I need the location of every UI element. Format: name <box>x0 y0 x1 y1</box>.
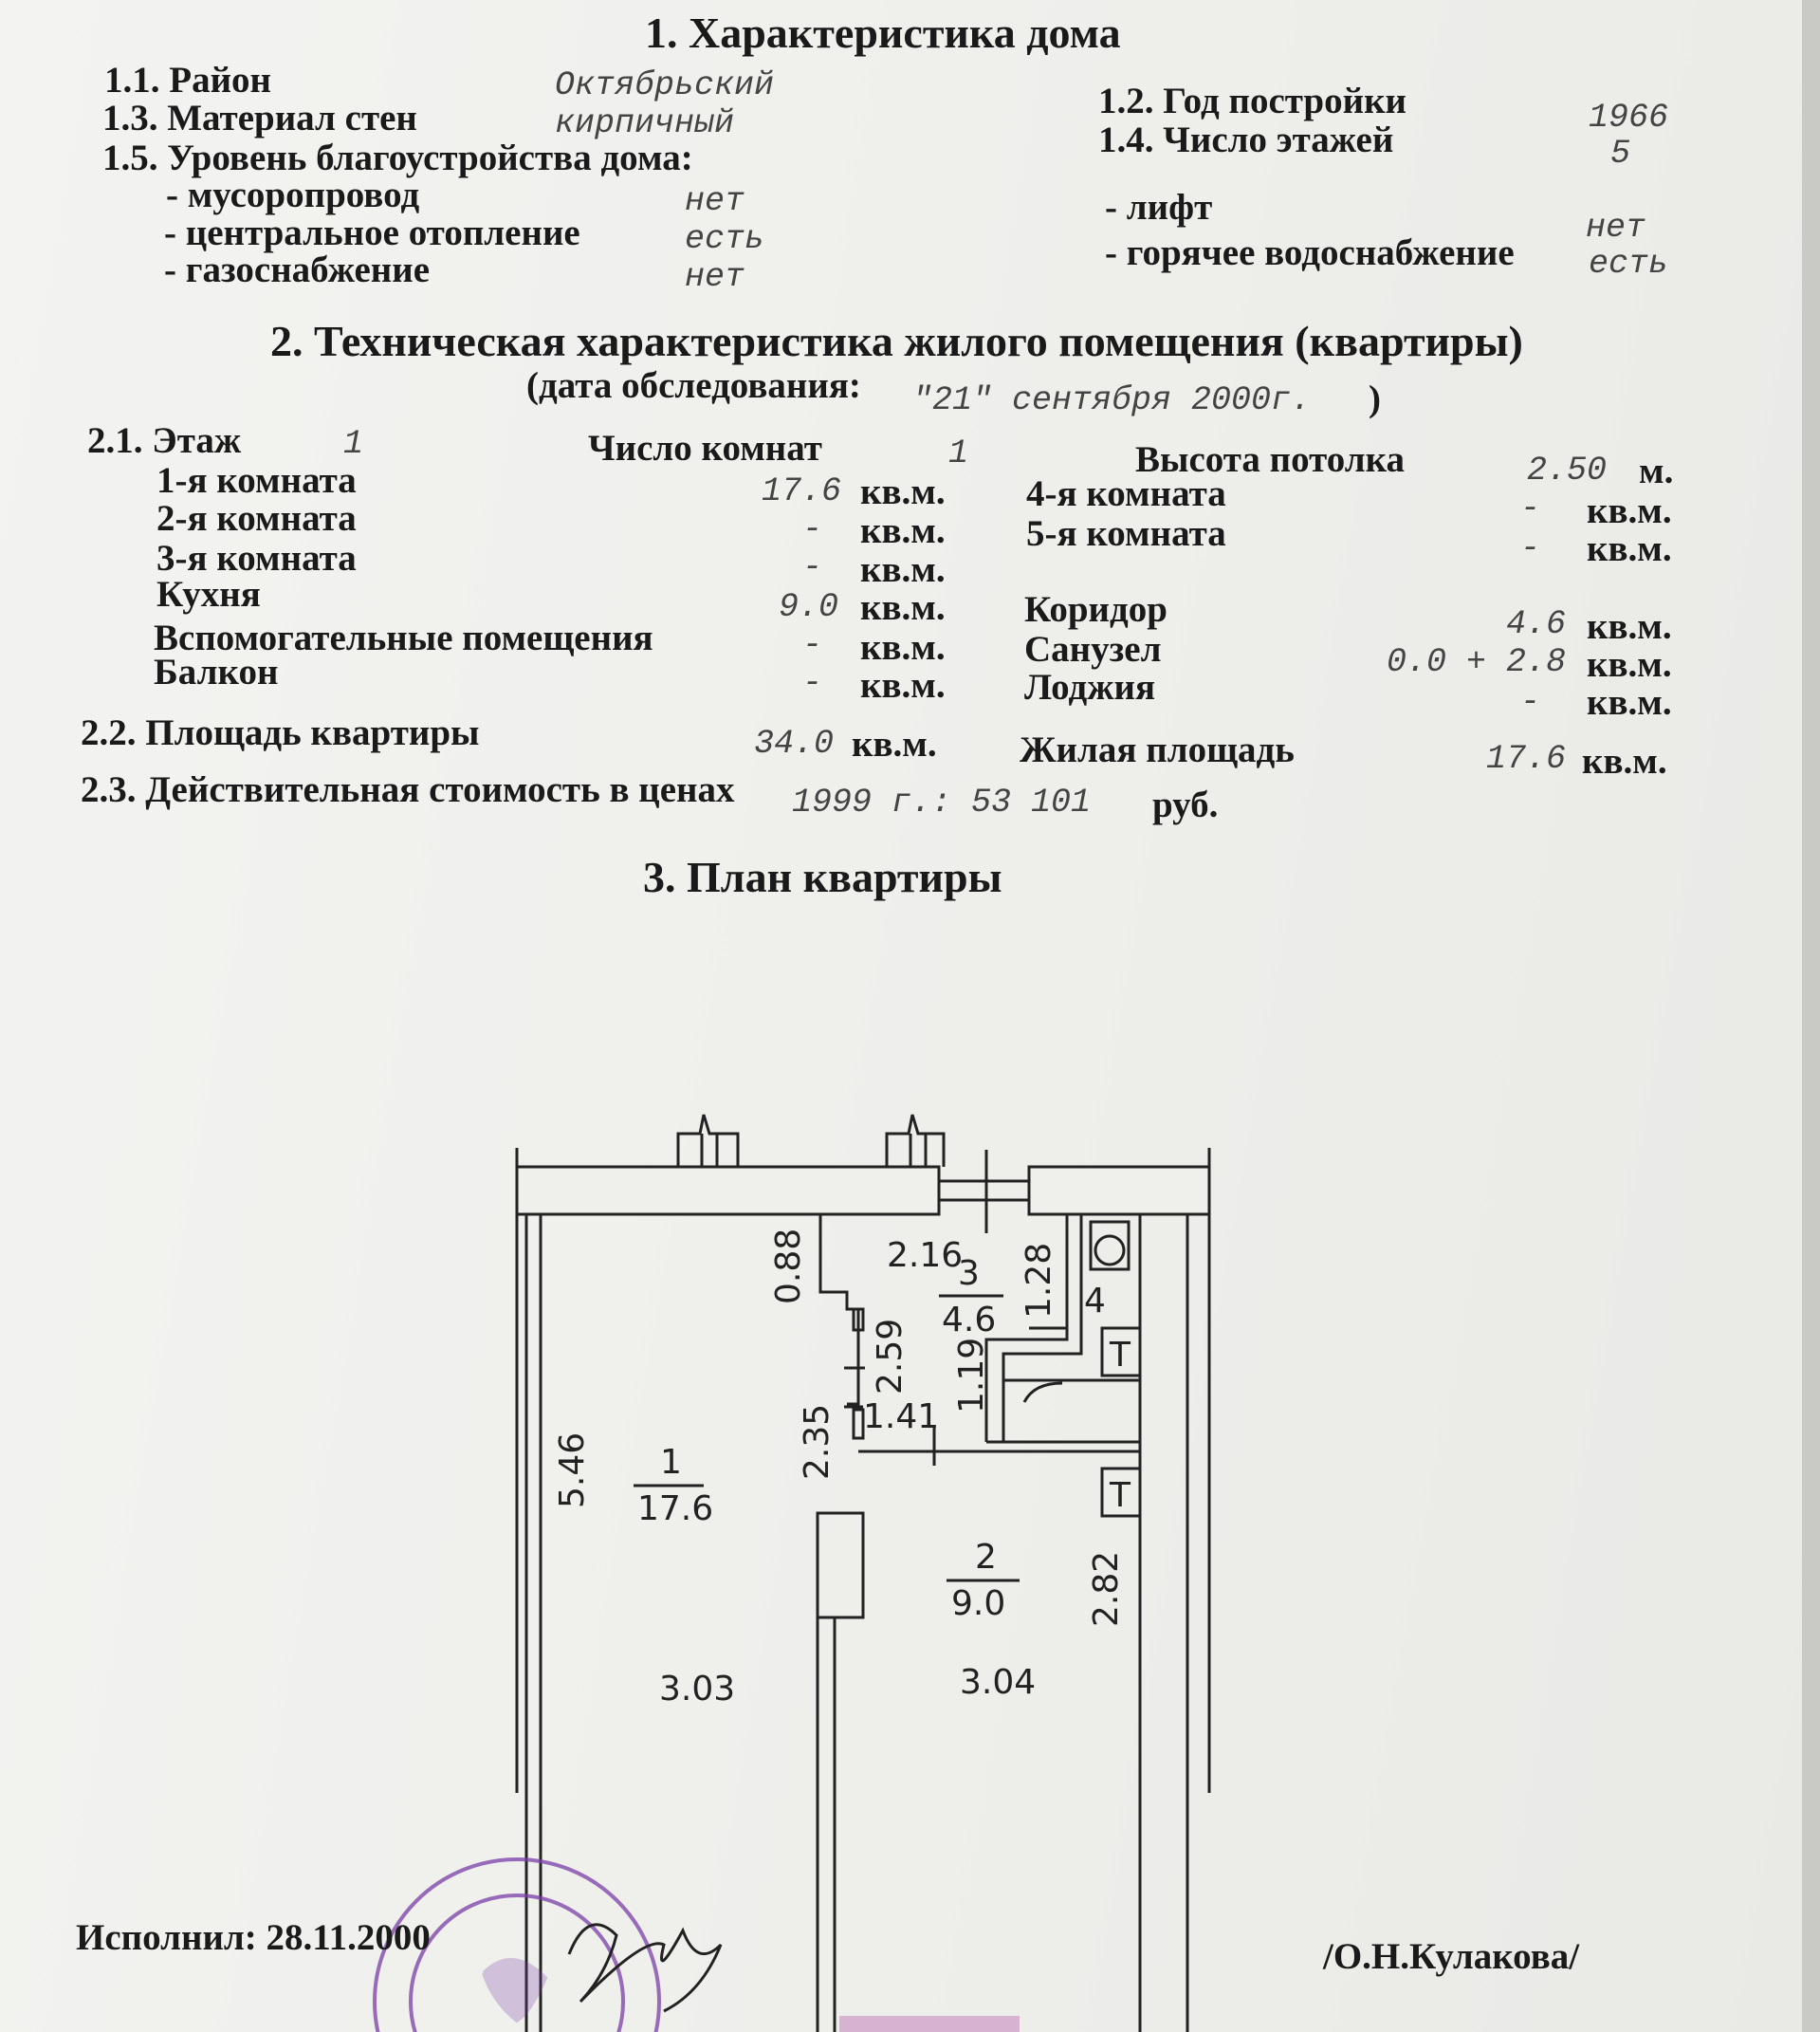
area-value: 34.0 <box>753 725 834 763</box>
corridor-unit: кв.м. <box>1587 606 1672 647</box>
loggia-unit: кв.м. <box>1587 682 1672 723</box>
corridor-label: Коридор <box>1024 589 1167 630</box>
lift-value: нет <box>1586 209 1646 247</box>
living-value: 17.6 <box>1485 740 1566 778</box>
living-label: Жилая площадь <box>1020 730 1295 770</box>
living-unit: кв.м. <box>1582 741 1667 782</box>
kitchen-label: Кухня <box>156 574 261 615</box>
floor-value: 1 <box>343 425 364 463</box>
floors-value: 5 <box>1610 135 1631 173</box>
aux-value: - <box>801 626 822 664</box>
room4-value: - <box>1519 490 1540 527</box>
district-label: 1.1. Район <box>104 60 272 101</box>
plan-dim-216: 2.16 <box>887 1236 964 1275</box>
plan-room2-area: 9.0 <box>951 1584 1006 1623</box>
room2-label: 2-я комната <box>156 498 357 539</box>
stamp-box <box>839 2016 1020 2032</box>
value-label: 2.3. Действительная стоимость в ценах <box>81 769 735 810</box>
balcony-label: Балкон <box>154 652 279 693</box>
rooms-label: Число комнат <box>588 428 822 469</box>
floors-label: 1.4. Число этажей <box>1098 120 1394 160</box>
lift-label: - лифт <box>1105 187 1213 228</box>
rooms-value: 1 <box>948 434 969 472</box>
kitchen-value: 9.0 <box>778 588 838 626</box>
chute-value: нет <box>685 182 745 220</box>
signer-name: /О.Н.Кулакова/ <box>1323 1936 1580 1977</box>
wc-label: Санузел <box>1024 629 1162 670</box>
plan-dim-235: 2.35 <box>798 1403 836 1480</box>
performed-by: Исполнил: 28.11.2000 <box>76 1917 431 1958</box>
hotwater-value: есть <box>1589 245 1669 283</box>
aux-label: Вспомогательные помещения <box>154 618 653 658</box>
year-label: 1.2. Год постройки <box>1098 81 1407 121</box>
room1-label: 1-я комната <box>156 460 357 501</box>
survey-label: (дата обследования: <box>526 365 861 406</box>
value-amount: 1999 г.: 53 101 <box>792 784 1092 822</box>
loggia-label: Лоджия <box>1024 667 1156 708</box>
gas-label: - газоснабжение <box>164 249 431 290</box>
room5-unit: кв.м. <box>1587 528 1672 569</box>
room1-value: 17.6 <box>761 472 841 510</box>
loggia-value: - <box>1519 683 1540 721</box>
plan-room3-area: 4.6 <box>942 1301 997 1339</box>
room5-label: 5-я комната <box>1026 513 1226 554</box>
section3-title: 3. План квартиры <box>643 853 1002 901</box>
plan-dim-303: 3.03 <box>659 1670 736 1709</box>
plan-fixture-t2: T <box>1110 1476 1131 1515</box>
ceiling-unit: м. <box>1639 451 1674 491</box>
room1-unit: кв.м. <box>860 471 946 512</box>
wc-value: 0.0 + 2.8 <box>1386 643 1566 681</box>
plan-room3-num: 3 <box>958 1254 980 1293</box>
aux-unit: кв.м. <box>860 627 946 668</box>
room4-unit: кв.м. <box>1587 490 1672 531</box>
heating-label: - центральное отопление <box>164 212 580 253</box>
room2-unit: кв.м. <box>860 510 946 551</box>
section1-title: 1. Характеристика дома <box>645 9 1121 57</box>
district-value: Октябрьский <box>555 66 775 104</box>
area-label: 2.2. Площадь квартиры <box>81 712 480 753</box>
plan-room1-num: 1 <box>660 1443 682 1482</box>
year-value: 1966 <box>1589 99 1669 137</box>
plan-dim-304: 3.04 <box>960 1663 1037 1702</box>
ceiling-label: Высота потолка <box>1135 439 1405 480</box>
room2-value: - <box>801 510 822 548</box>
room5-value: - <box>1519 529 1540 567</box>
walls-value: кирпичный <box>555 104 735 142</box>
survey-close: ) <box>1369 379 1381 419</box>
plan-dim-128: 1.28 <box>1020 1242 1058 1319</box>
plan-dim-088: 0.88 <box>769 1228 808 1304</box>
plan-dim-259: 2.59 <box>871 1318 910 1395</box>
ceiling-value: 2.50 <box>1527 452 1608 490</box>
area-unit: кв.м. <box>852 724 937 765</box>
plan-fixture-t1: T <box>1110 1336 1131 1375</box>
floor-label: 2.1. Этаж <box>87 420 242 461</box>
gas-value: нет <box>685 258 745 296</box>
walls-label: 1.3. Материал стен <box>102 98 417 139</box>
section2-title: 2. Техническая характеристика жилого помещения (квартиры) <box>270 317 1523 365</box>
heating-value: есть <box>685 220 765 258</box>
plan-dim-119: 1.19 <box>952 1337 991 1413</box>
balcony-unit: кв.м. <box>860 665 946 706</box>
wc-unit: кв.м. <box>1587 644 1672 685</box>
plan-room4-num: 4 <box>1084 1282 1106 1321</box>
survey-date: "21" сентября 2000г. <box>912 381 1312 419</box>
chute-label: - мусоропровод <box>166 175 420 215</box>
plan-dim-546: 5.46 <box>553 1432 592 1508</box>
value-unit: руб. <box>1152 785 1219 825</box>
corridor-value: 4.6 <box>1505 605 1566 643</box>
plan-dim-282: 2.82 <box>1087 1550 1126 1627</box>
plan-room1-area: 17.6 <box>637 1489 714 1528</box>
plan-dim-141: 1.41 <box>863 1397 940 1436</box>
room3-value: - <box>801 548 822 586</box>
room3-label: 3-я комната <box>156 538 357 579</box>
hotwater-label: - горячее водоснабжение <box>1105 232 1515 273</box>
room4-label: 4-я комната <box>1026 473 1226 514</box>
plan-room2-num: 2 <box>975 1538 997 1577</box>
amenities-label: 1.5. Уровень благоустройства дома: <box>102 138 693 178</box>
room3-unit: кв.м. <box>860 549 946 590</box>
kitchen-unit: кв.м. <box>860 587 946 628</box>
balcony-value: - <box>801 664 822 702</box>
